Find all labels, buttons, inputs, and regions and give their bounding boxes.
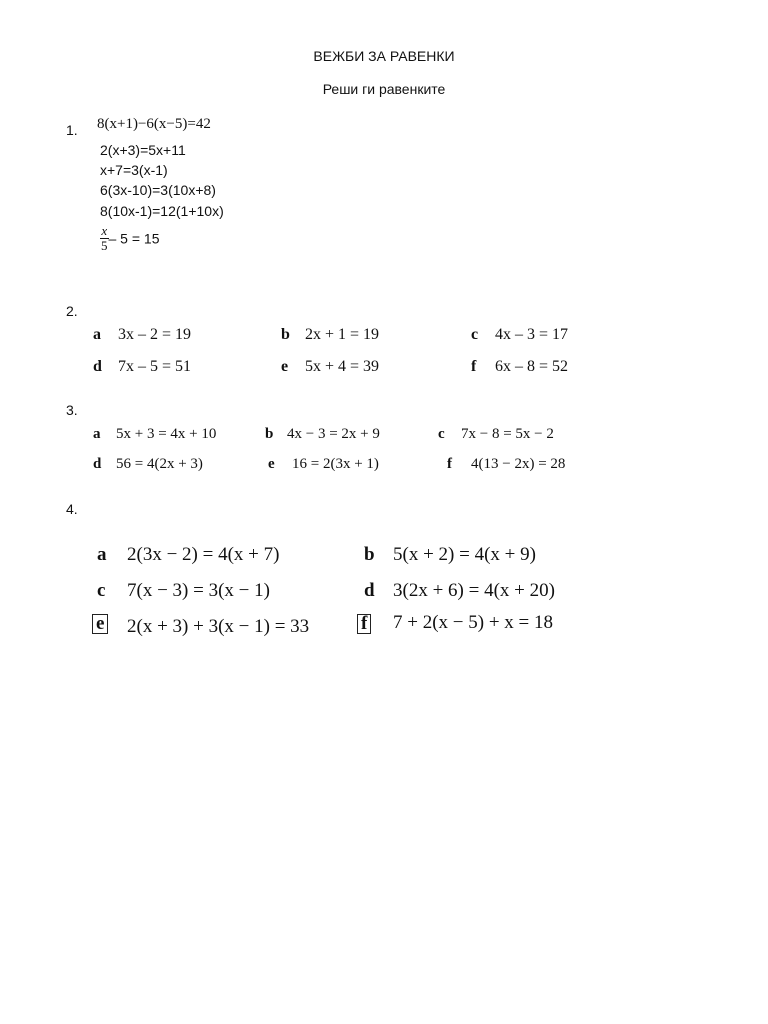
equation-2-b: 2x + 1 = 19	[305, 326, 380, 343]
equation-1-fraction-line	[100, 224, 160, 253]
fraction	[100, 224, 109, 253]
equation-4-c: 7(x − 3) = 3(x − 1)	[127, 580, 270, 601]
item-label: f	[471, 358, 477, 375]
equation-1-first: 8(x+1)−6(x−5)=42	[97, 116, 211, 132]
item-label: b	[364, 544, 375, 565]
section-2-number: 2.	[66, 303, 78, 319]
equation-4-b: 5(x + 2) = 4(x + 9)	[393, 544, 536, 565]
equation-4-f: 7 + 2(x − 5) + x = 18	[393, 612, 554, 633]
item-label: d	[93, 358, 102, 375]
item-label: b	[265, 426, 274, 442]
equation-1-item: 2(x+3)=5x+11	[100, 142, 186, 158]
fraction-rest: – 5 = 15	[108, 230, 160, 247]
item-label: c	[97, 580, 106, 601]
equation-2-a: 3x – 2 = 19	[118, 326, 192, 343]
item-label: e	[281, 358, 289, 375]
page-title: ВЕЖБИ ЗА РАВЕНКИ	[313, 48, 455, 64]
item-label: a	[93, 426, 101, 442]
item-label: d	[93, 456, 102, 472]
equation-3-d: 56 = 4(2x + 3)	[116, 456, 203, 472]
equation-1-item: 8(10x-1)=12(1+10x)	[100, 203, 224, 219]
section-3-number: 3.	[66, 402, 78, 418]
section-1-number: 1.	[66, 122, 78, 138]
equation-1-item: x+7=3(x-1)	[100, 162, 168, 178]
item-label: f	[357, 614, 371, 634]
item-label: d	[364, 580, 375, 601]
equation-3-e: 16 = 2(3x + 1)	[292, 456, 379, 472]
fraction-denominator: 5	[101, 238, 108, 253]
equation-4-d: 3(2x + 6) = 4(x + 20)	[393, 580, 555, 601]
equation-2-d: 7x – 5 = 51	[118, 358, 192, 375]
equation-2-c: 4x – 3 = 17	[495, 326, 569, 343]
item-label: c	[471, 326, 479, 343]
item-label: f	[447, 456, 452, 472]
item-label: a	[97, 544, 107, 565]
equation-2-f: 6x – 8 = 52	[495, 358, 569, 375]
item-label: e	[92, 614, 108, 634]
item-label-box	[357, 614, 371, 634]
equation-3-a: 5x + 3 = 4x + 10	[116, 426, 217, 442]
equation-3-f: 4(13 − 2x) = 28	[471, 456, 566, 472]
equation-1-item: 6(3x-10)=3(10x+8)	[100, 182, 216, 198]
equation-4-e: 2(x + 3) + 3(x − 1) = 33	[127, 616, 310, 637]
equation-3-b: 4x − 3 = 2x + 9	[287, 426, 380, 442]
item-label-box	[92, 614, 108, 634]
page-subtitle: Реши ги равенките	[322, 81, 446, 97]
item-label: b	[281, 326, 290, 343]
item-label: a	[93, 326, 101, 343]
fraction-numerator: x	[101, 223, 108, 238]
equation-2-e: 5x + 4 = 39	[305, 358, 380, 375]
equation-3-c: 7x − 8 = 5x − 2	[461, 426, 554, 442]
section-4-number: 4.	[66, 501, 78, 517]
item-label: e	[268, 456, 275, 472]
equation-4-a: 2(3x − 2) = 4(x + 7)	[127, 544, 280, 565]
item-label: c	[438, 426, 445, 442]
